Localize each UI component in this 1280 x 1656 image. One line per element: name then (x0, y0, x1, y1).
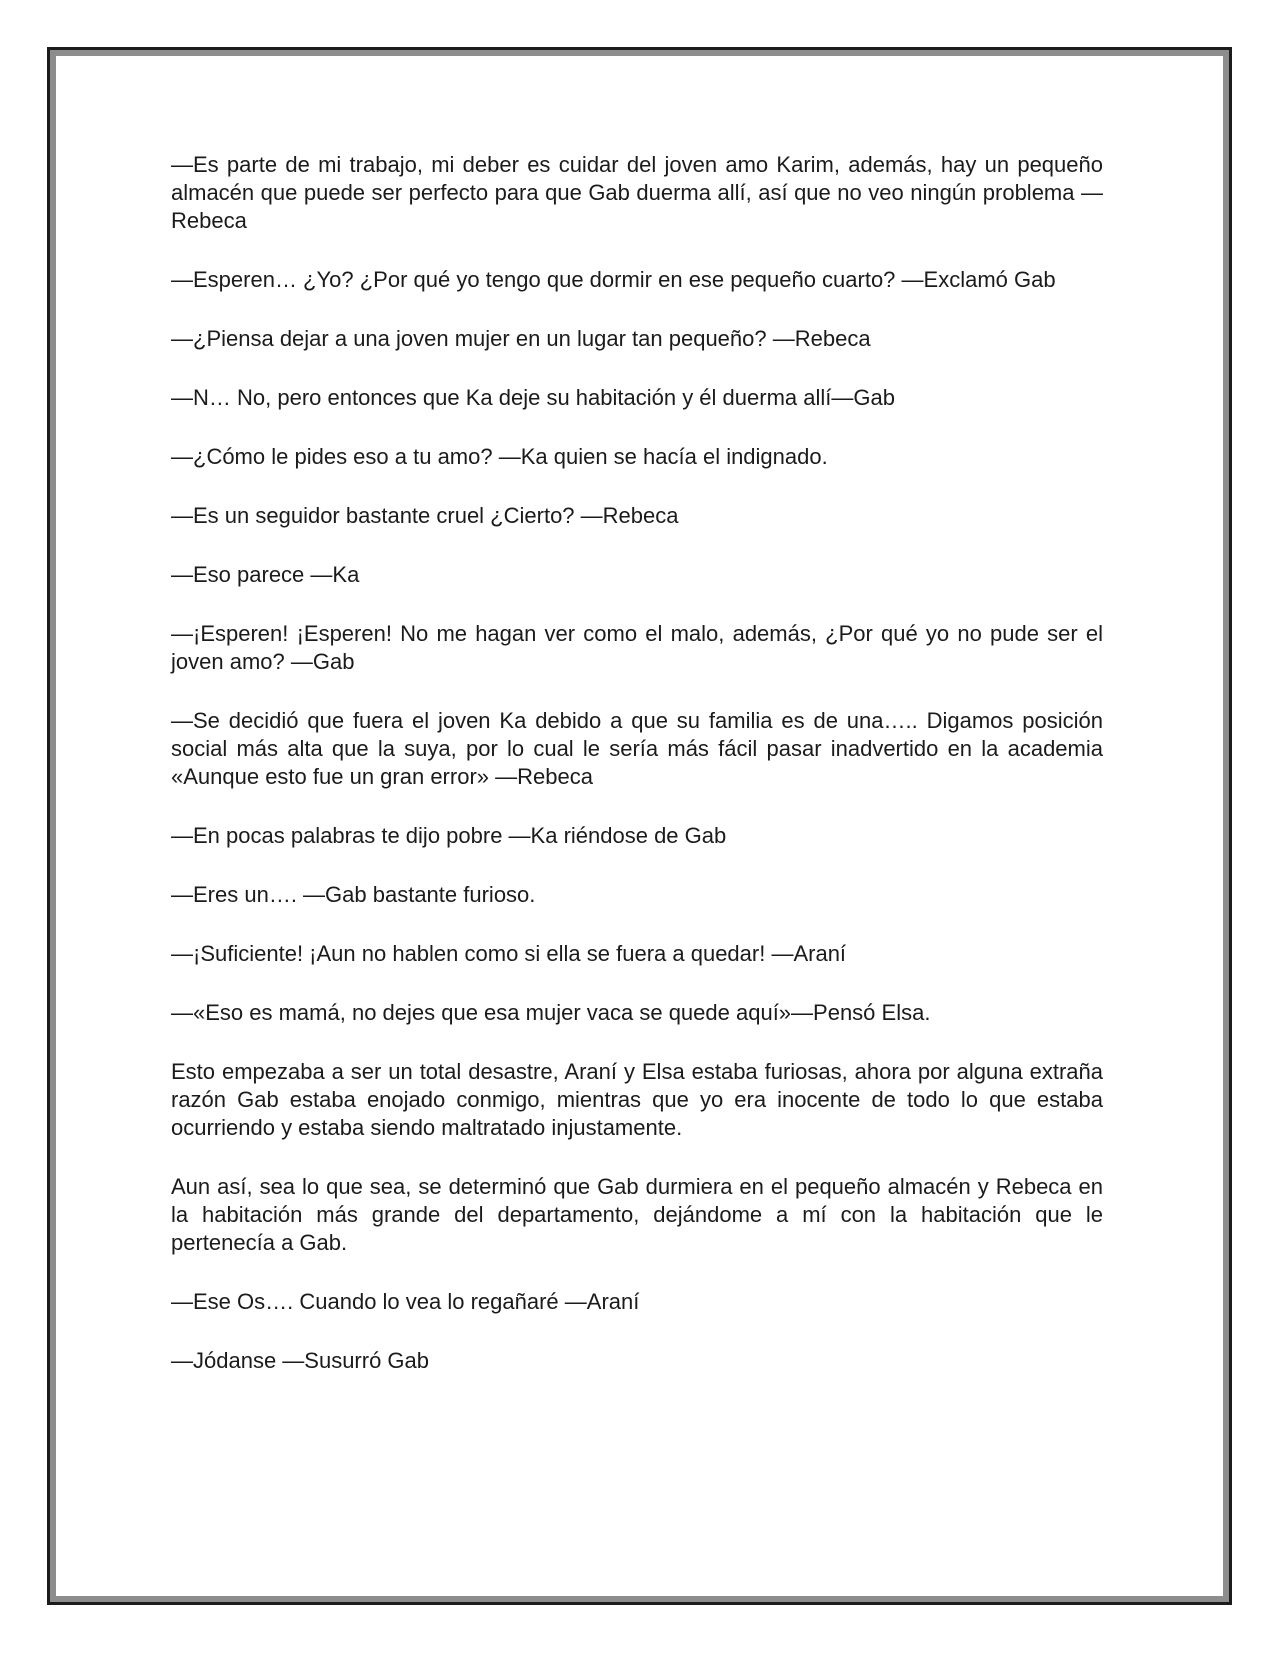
paragraph: —En pocas palabras te dijo pobre —Ka riéndose de Gab (171, 823, 727, 848)
paragraph: —Es un seguidor bastante cruel ¿Cierto? —Rebeca (171, 503, 679, 528)
paragraph: —«Eso es mamá, no dejes que esa mujer vaca se quede aquí»—Pensó Elsa. (171, 1000, 931, 1025)
paragraph: —¿Cómo le pides eso a tu amo? —Ka quien se hacía el indignado. (171, 444, 828, 469)
paragraph: —Eres un…. —Gab bastante furioso. (171, 882, 536, 907)
page-border-inner (50, 50, 1229, 1602)
paragraph: —¡Suficiente! ¡Aun no hablen como si ella se fuera a quedar! —Araní (171, 941, 847, 966)
page-border-frame (47, 47, 1232, 1605)
paragraph: —Se decidió que fuera el joven Ka debido a que su familia es de una….. Digamos posición social más alta que la suya, por lo cual le sería más fácil pasar inadvertido en la academia «Aunque esto fue un gran error» —Rebeca (171, 708, 1103, 789)
paragraph: —Esperen… ¿Yo? ¿Por qué yo tengo que dormir en ese pequeño cuarto? —Exclamó Gab (171, 267, 1056, 292)
paragraph: —Eso parece —Ka (171, 562, 360, 587)
paragraph: Aun así, sea lo que sea, se determinó que Gab durmiera en el pequeño almacén y Rebeca en la habitación más grande del departamento, dejándome a mí con la habitación que le pertenecía a Gab. (171, 1174, 1103, 1255)
paragraph: —¡Esperen! ¡Esperen! No me hagan ver como el malo, además, ¿Por qué yo no pude ser el joven amo? —Gab (171, 621, 1103, 674)
paragraph: —Es parte de mi trabajo, mi deber es cuidar del joven amo Karim, además, hay un pequeño almacén que puede ser perfecto para que Gab duerma allí, así que no veo ningún problema —Rebeca (171, 152, 1103, 233)
paragraph: —N… No, pero entonces que Ka deje su habitación y él duerma allí—Gab (171, 385, 895, 410)
paragraph: —Jódanse —Susurró Gab (171, 1348, 430, 1373)
page-content (56, 56, 1223, 1596)
paragraph: —Ese Os…. Cuando lo vea lo regañaré —Araní (171, 1289, 640, 1314)
paragraph: —¿Piensa dejar a una joven mujer en un lugar tan pequeño? —Rebeca (171, 326, 871, 351)
paragraph: Esto empezaba a ser un total desastre, Araní y Elsa estaba furiosas, ahora por alguna extraña razón Gab estaba enojado conmigo, mientras que yo era inocente de todo lo que estaba ocurriendo y estaba siendo maltratado injustamente. (171, 1059, 1103, 1140)
